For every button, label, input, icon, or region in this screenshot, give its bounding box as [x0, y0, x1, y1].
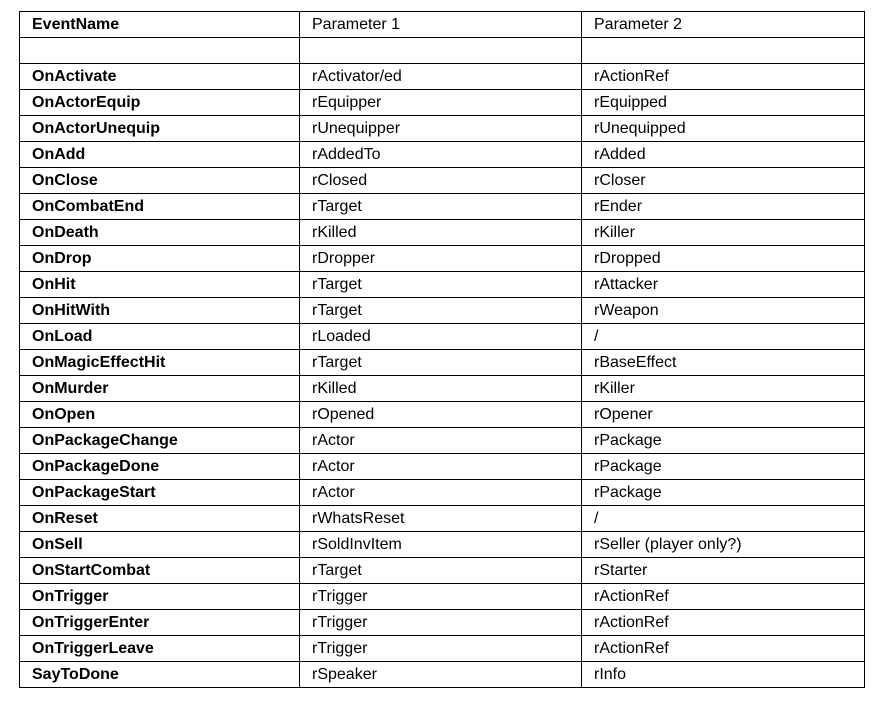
table-row	[20, 246, 865, 272]
cell-event-name: OnHitWith	[20, 298, 300, 324]
cell-parameter-2: rEnder	[582, 194, 865, 220]
cell-parameter-1: rActor	[300, 428, 582, 454]
cell-parameter-2: rSeller (player only?)	[582, 532, 865, 558]
cell-parameter-1: rSpeaker	[300, 662, 582, 688]
cell-parameter-1: rLoaded	[300, 324, 582, 350]
cell-event-name: OnMurder	[20, 376, 300, 402]
table-row	[20, 454, 865, 480]
cell-event-name: OnDrop	[20, 246, 300, 272]
cell-event-name: SayToDone	[20, 662, 300, 688]
cell-parameter-1: rActivator/ed	[300, 64, 582, 90]
table-row	[20, 116, 865, 142]
cell-parameter-2: rUnequipped	[582, 116, 865, 142]
cell-parameter-1: rTarget	[300, 272, 582, 298]
cell-parameter-2: rDropped	[582, 246, 865, 272]
cell-event-name: OnStartCombat	[20, 558, 300, 584]
table-row	[20, 324, 865, 350]
header-cell-parameter-2: Parameter 2	[582, 12, 865, 38]
cell-parameter-1: rTarget	[300, 350, 582, 376]
table-row	[20, 662, 865, 688]
cell-event-name: OnOpen	[20, 402, 300, 428]
cell-event-name: OnPackageDone	[20, 454, 300, 480]
header-cell-event-name: EventName	[20, 12, 300, 38]
cell-event-name: OnDeath	[20, 220, 300, 246]
cell-event-name: OnCombatEnd	[20, 194, 300, 220]
cell-event-name: OnMagicEffectHit	[20, 350, 300, 376]
cell-parameter-2: /	[582, 324, 865, 350]
cell-parameter-1: rUnequipper	[300, 116, 582, 142]
empty-cell	[582, 38, 865, 64]
cell-event-name: OnTrigger	[20, 584, 300, 610]
cell-event-name: OnPackageChange	[20, 428, 300, 454]
table-row	[20, 220, 865, 246]
cell-parameter-2: rActionRef	[582, 584, 865, 610]
cell-parameter-2: rPackage	[582, 454, 865, 480]
empty-cell	[300, 38, 582, 64]
table-row	[20, 480, 865, 506]
cell-event-name: OnActorUnequip	[20, 116, 300, 142]
cell-parameter-1: rKilled	[300, 220, 582, 246]
cell-parameter-1: rTarget	[300, 558, 582, 584]
cell-parameter-1: rWhatsReset	[300, 506, 582, 532]
cell-parameter-1: rKilled	[300, 376, 582, 402]
cell-parameter-1: rTrigger	[300, 584, 582, 610]
table-row	[20, 636, 865, 662]
table-row	[20, 194, 865, 220]
cell-event-name: OnAdd	[20, 142, 300, 168]
cell-parameter-2: rOpener	[582, 402, 865, 428]
cell-parameter-2: rKiller	[582, 376, 865, 402]
cell-parameter-1: rClosed	[300, 168, 582, 194]
cell-parameter-1: rTrigger	[300, 636, 582, 662]
cell-parameter-2: rEquipped	[582, 90, 865, 116]
cell-parameter-2: rPackage	[582, 428, 865, 454]
cell-event-name: OnTriggerLeave	[20, 636, 300, 662]
header-cell-parameter-1: Parameter 1	[300, 12, 582, 38]
cell-event-name: OnClose	[20, 168, 300, 194]
table-row	[20, 376, 865, 402]
table-row	[20, 350, 865, 376]
cell-parameter-2: rAdded	[582, 142, 865, 168]
table-body	[20, 12, 865, 688]
cell-parameter-2: rInfo	[582, 662, 865, 688]
table-row	[20, 142, 865, 168]
table-row	[20, 584, 865, 610]
cell-event-name: OnActorEquip	[20, 90, 300, 116]
cell-parameter-2: rActionRef	[582, 64, 865, 90]
cell-parameter-2: rActionRef	[582, 636, 865, 662]
event-parameter-table	[19, 11, 865, 688]
cell-parameter-2: rKiller	[582, 220, 865, 246]
empty-row	[20, 38, 865, 64]
cell-parameter-1: rDropper	[300, 246, 582, 272]
cell-parameter-2: rBaseEffect	[582, 350, 865, 376]
cell-parameter-1: rAddedTo	[300, 142, 582, 168]
table-row	[20, 298, 865, 324]
table-row	[20, 506, 865, 532]
cell-parameter-2: rWeapon	[582, 298, 865, 324]
table-row	[20, 64, 865, 90]
cell-event-name: OnActivate	[20, 64, 300, 90]
cell-parameter-2: rActionRef	[582, 610, 865, 636]
table-row	[20, 558, 865, 584]
cell-parameter-1: rOpened	[300, 402, 582, 428]
cell-event-name: OnLoad	[20, 324, 300, 350]
table-row	[20, 272, 865, 298]
cell-event-name: OnHit	[20, 272, 300, 298]
cell-parameter-2: /	[582, 506, 865, 532]
cell-parameter-1: rEquipper	[300, 90, 582, 116]
table-row	[20, 168, 865, 194]
cell-event-name: OnReset	[20, 506, 300, 532]
cell-parameter-1: rSoldInvItem	[300, 532, 582, 558]
cell-parameter-1: rActor	[300, 454, 582, 480]
cell-parameter-1: rTarget	[300, 194, 582, 220]
cell-parameter-2: rAttacker	[582, 272, 865, 298]
cell-parameter-1: rTrigger	[300, 610, 582, 636]
cell-parameter-2: rStarter	[582, 558, 865, 584]
table-row	[20, 428, 865, 454]
cell-parameter-1: rTarget	[300, 298, 582, 324]
cell-parameter-2: rCloser	[582, 168, 865, 194]
table-row	[20, 402, 865, 428]
cell-event-name: OnPackageStart	[20, 480, 300, 506]
table-row	[20, 90, 865, 116]
cell-parameter-1: rActor	[300, 480, 582, 506]
cell-event-name: OnTriggerEnter	[20, 610, 300, 636]
table-row	[20, 610, 865, 636]
cell-event-name: OnSell	[20, 532, 300, 558]
empty-cell	[20, 38, 300, 64]
header-row	[20, 12, 865, 38]
cell-parameter-2: rPackage	[582, 480, 865, 506]
table-row	[20, 532, 865, 558]
